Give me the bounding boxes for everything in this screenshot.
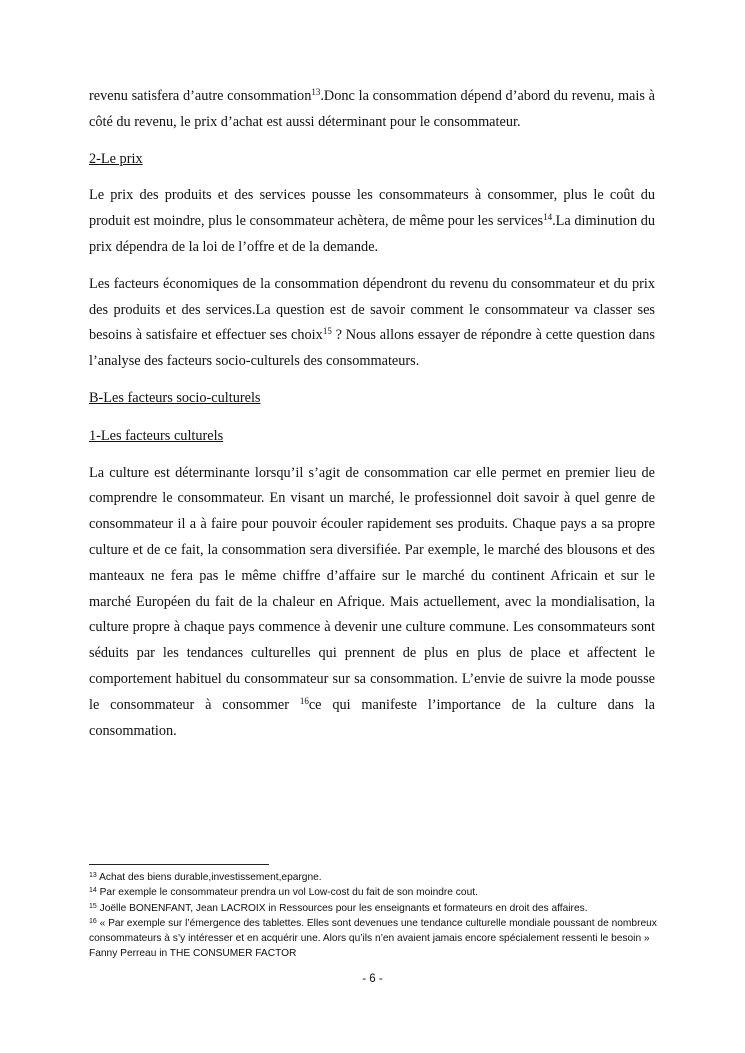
paragraph-text: ce qui manifeste l’importance de la culture dans la consommation.: [89, 696, 655, 739]
heading-le-prix: 2-Le prix: [89, 150, 143, 167]
footnote-16: [89, 916, 657, 962]
footnote-ref-16[interactable]: 16: [299, 695, 309, 706]
heading-facteurs-culturels: 1-Les facteurs culturels: [89, 427, 224, 444]
footnote-13: [89, 870, 657, 885]
page-number: - 6 -: [362, 973, 383, 985]
footnote-number: 16: [89, 917, 97, 925]
paragraph-facteurs-economiques: [89, 272, 655, 375]
footnote-number: 14: [89, 887, 97, 895]
footnote-text: Joëlle BONENFANT, Jean LACROIX in Ressources pour les enseignants et formateurs en droit des affaires.: [96, 902, 588, 914]
paragraph-text: Le prix des produits et des services pousse les consommateurs à consommer, plus le coût du produit est moindre, plus le consommateur achètera, de même pour les services: [89, 187, 655, 230]
footnote-15: [89, 901, 657, 916]
footnote-ref-13[interactable]: 13: [311, 87, 321, 97]
footnotes: [89, 864, 657, 962]
paragraph-text: revenu satisfera d’autre consommation: [89, 88, 312, 104]
paragraph-text: .Donc la consommation dépend d’abord du revenu, mais à côté du revenu, le prix d’achat est aussi déterminant pour le consommateur.: [89, 88, 656, 130]
footnote-text: Achat des biens durable,investissement,epargne.: [96, 872, 322, 883]
heading-socio-culturels: B-Les facteurs socio-culturels: [89, 389, 261, 406]
page-body: [89, 84, 655, 744]
footnote-number: 13: [89, 872, 97, 879]
paragraph-culture: [89, 461, 655, 745]
footnote-divider: [89, 864, 269, 865]
footnote-ref-14[interactable]: 14: [543, 212, 553, 223]
footnote-number: 15: [89, 902, 97, 910]
footnote-text: « Par exemple sur l’émergence des tablettes. Elles sont devenues une tendance culturelle mondiale poussant de nombreux consommateurs à s’y intéresser et en acquérir une. Alors qu’ils n’en avaient jamais encore spécialement ressenti le besoin » Fanny Perreau in THE CONSUMER FACTOR: [89, 917, 657, 960]
footnote-text: Par exemple le consommateur prendra un vol Low-cost du fait de son moindre cout.: [96, 887, 478, 899]
paragraph-text: La culture est déterminante lorsqu’il s’agit de consommation car elle permet en premier lieu de comprendre le consommateur. En visant un marché, le professionnel doit savoir à quel genre de consommateur il a à faire pour pouvoir écouler rapidement ses produits. Chaque pays a sa propre culture et de ce fait, la consommation sera diversifiée. Par exemple, le marché des blousons et des manteaux ne fera pas le même chiffre d’affaire sur le marché du continent Africain et sur le marché Européen du fait de la chaleur en Afrique. Mais actuellement, avec la mondialisation, la culture propre à chaque pays commence à devenir une culture commune. Les consommateurs sont séduits par les tendances culturelles qui prennent de plus en plus de place et affectent le comportement habituel du consommateur sur sa consommation. L’envie de suivre la mode pousse le consommateur à consommer: [89, 464, 655, 713]
paragraph-revenu: [89, 84, 655, 136]
footnote-14: [89, 885, 657, 900]
footnote-ref-15[interactable]: 15: [322, 326, 332, 337]
paragraph-text: .La diminution du prix dépendra de la loi de l’offre et de la demande.: [89, 213, 655, 255]
paragraph-text: Les facteurs économiques de la consommation dépendront du revenu du consommateur et du prix des produits et des services.La question est de savoir comment le consommateur va classer ses besoins à satisfaire et effectuer ses choix: [89, 275, 655, 344]
paragraph-text: ? Nous allons essayer de répondre à cette question dans l’analyse des facteurs socio-culturels des consommateurs.: [89, 327, 655, 370]
paragraph-prix: [89, 183, 655, 260]
